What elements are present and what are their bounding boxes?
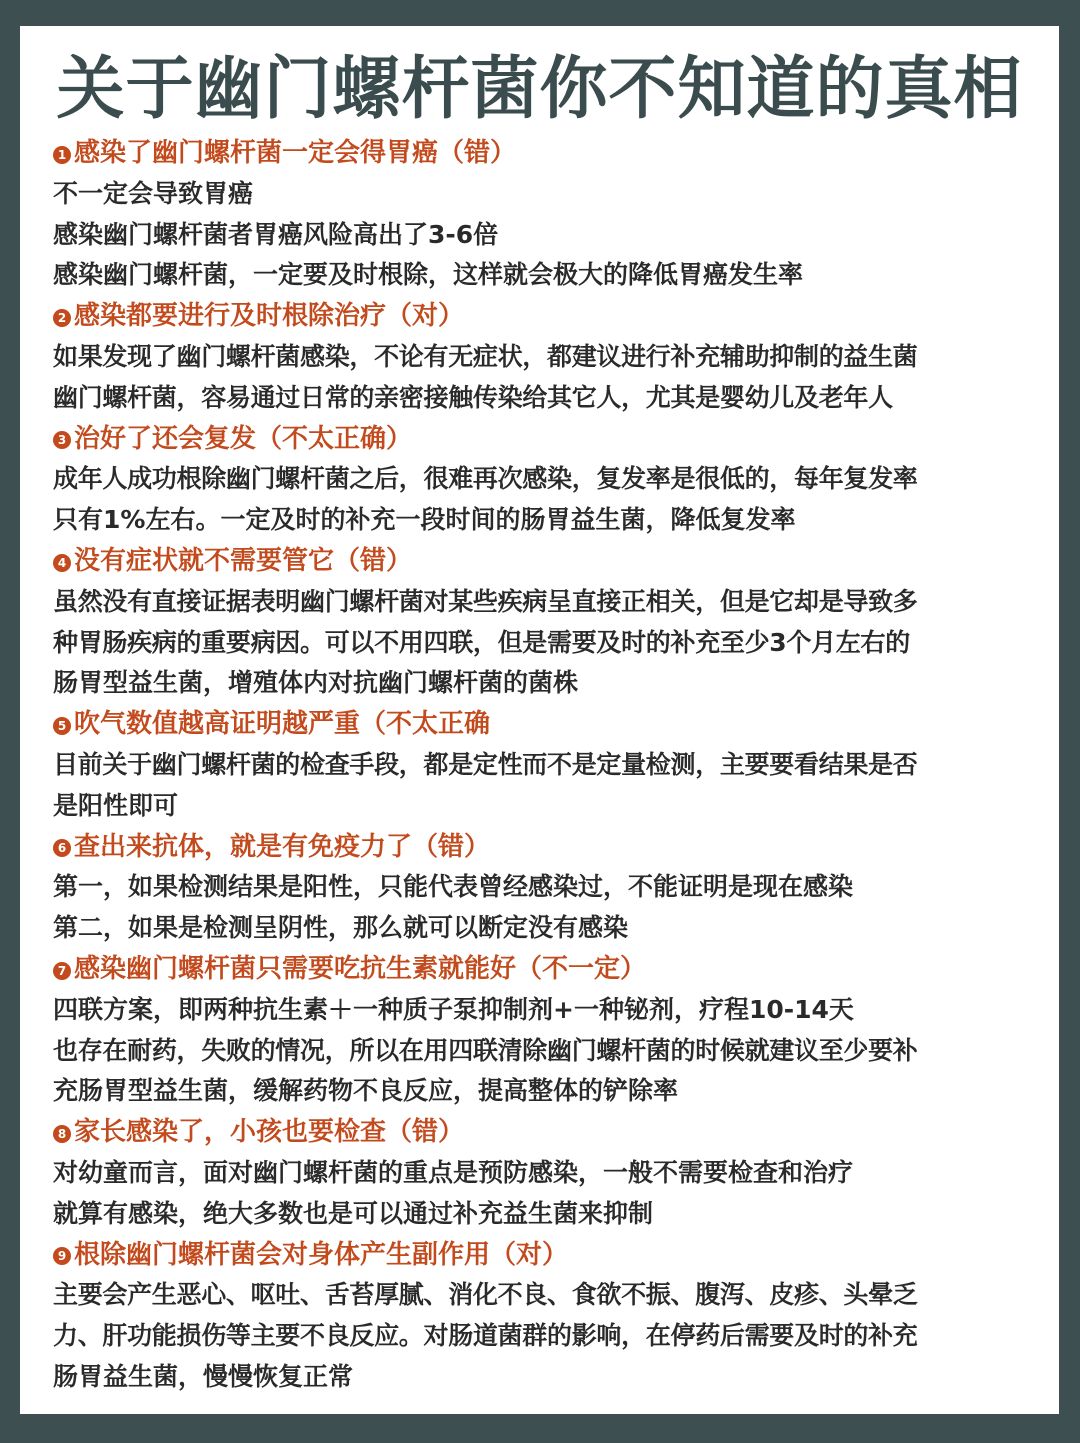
- body-line: 幽门螺杆菌，容易通过日常的亲密接触传染给其它人，尤其是婴幼儿及老年人: [53, 382, 893, 412]
- body-line: 不一定会导致胃癌: [53, 178, 254, 208]
- body-line: 充肠胃型益生菌，缓解药物不良反应，提高整体的铲除率: [53, 1076, 679, 1106]
- body-line: 成年人成功根除幽门螺杆菌之后，很难再次感染，复发率是很低的，每年复发率: [53, 464, 918, 494]
- number-badge: 2: [53, 309, 71, 327]
- body-line: 目前关于幽门螺杆菌的检查手段，都是定性而不是定量检测，主要要看结果是否: [53, 749, 918, 779]
- body-line: 肠胃益生菌，慢慢恢复正常: [53, 1361, 354, 1391]
- section-4: [53, 541, 1043, 704]
- body-line: 就算有感染，绝大多数也是可以通过补充益生菌来抑制: [53, 1198, 654, 1228]
- heading-text: 查出来抗体，就是有免疫力了（错）: [74, 831, 491, 862]
- article-card: [20, 26, 1059, 1414]
- section-2: [53, 296, 1043, 418]
- body-line: 只有1%左右。一定及时的补充一段时间的肠胃益生菌，降低复发率: [53, 505, 796, 535]
- section-6: [53, 827, 1043, 949]
- body-line: 四联方案，即两种抗生素＋一种质子泵抑制剂+一种铋剂，疗程10-14天: [53, 994, 854, 1024]
- number-badge: 1: [53, 146, 71, 164]
- heading-text: 治好了还会复发（不太正确）: [74, 423, 413, 454]
- body-line: 主要会产生恶心、呕吐、舌苔厚腻、消化不良、食欲不振、腹泻、皮疹、头晕乏: [53, 1280, 918, 1310]
- section-heading: [53, 541, 1043, 582]
- heading-text: 感染了幽门螺杆菌一定会得胃癌（错）: [74, 138, 517, 168]
- heading-text: 感染都要进行及时根除治疗（对）: [74, 301, 465, 332]
- section-heading: [53, 1235, 1043, 1276]
- heading-text: 根除幽门螺杆菌会对身体产生副作用（对）: [74, 1239, 569, 1270]
- number-badge: 8: [53, 1125, 71, 1143]
- number-badge: 7: [53, 962, 71, 980]
- body-line: 肠胃型益生菌，增殖体内对抗幽门螺杆菌的菌株: [53, 668, 579, 698]
- section-heading: [53, 827, 1043, 868]
- page-title: 关于幽门螺杆菌你不知道的真相: [56, 50, 1023, 129]
- body-line: 对幼童而言，面对幽门螺杆菌的重点是预防感染，一般不需要检查和治疗: [53, 1157, 854, 1187]
- section-heading: [53, 1112, 1043, 1153]
- number-badge: 9: [53, 1247, 71, 1265]
- number-badge: 4: [53, 554, 71, 572]
- body-line: 种胃肠疾病的重要病因。可以不用四联，但是需要及时的补充至少3个月左右的: [53, 627, 910, 657]
- section-3: [53, 419, 1043, 541]
- heading-text: 感染幽门螺杆菌只需要吃抗生素就能好（不一定）: [74, 953, 647, 984]
- section-7: [53, 949, 1043, 1112]
- body-line: 是阳性即可: [53, 790, 179, 820]
- section-5: [53, 704, 1043, 826]
- body-line: 第二，如果是检测呈阴性，那么就可以断定没有感染: [53, 913, 629, 943]
- body-line: 第一，如果检测结果是阳性，只能代表曾经感染过，不能证明是现在感染: [53, 872, 854, 902]
- heading-text: 没有症状就不需要管它（错）: [74, 545, 413, 576]
- section-8: [53, 1112, 1043, 1234]
- number-badge: 6: [53, 839, 71, 857]
- section-heading: [53, 296, 1043, 337]
- section-9: [53, 1235, 1043, 1398]
- section-1: [53, 133, 1043, 296]
- body-line: 虽然没有直接证据表明幽门螺杆菌对某些疾病呈直接正相关，但是它却是导致多: [53, 586, 918, 616]
- content: [53, 133, 1043, 1398]
- number-badge: 5: [53, 717, 71, 735]
- body-line: 感染幽门螺杆菌，一定要及时根除，这样就会极大的降低胃癌发生率: [53, 260, 804, 290]
- body-line: 感染幽门螺杆菌者胃癌风险高出了3-6倍: [53, 219, 499, 249]
- body-line: 如果发现了幽门螺杆菌感染，不论有无症状，都建议进行补充辅助抑制的益生菌: [53, 341, 918, 371]
- heading-text: 家长感染了，小孩也要检查（错）: [74, 1117, 465, 1148]
- body-line: 力、肝功能损伤等主要不良反应。对肠道菌群的影响，在停药后需要及时的补充: [53, 1321, 918, 1351]
- section-heading: [53, 704, 1043, 745]
- body-line: 也存在耐药，失败的情况，所以在用四联清除幽门螺杆菌的时候就建议至少要补: [53, 1035, 918, 1065]
- section-heading: [53, 419, 1043, 460]
- number-badge: 3: [53, 431, 71, 449]
- section-heading: [53, 133, 1043, 174]
- heading-text: 吹气数值越高证明越严重（不太正确: [74, 709, 491, 740]
- section-heading: [53, 949, 1043, 990]
